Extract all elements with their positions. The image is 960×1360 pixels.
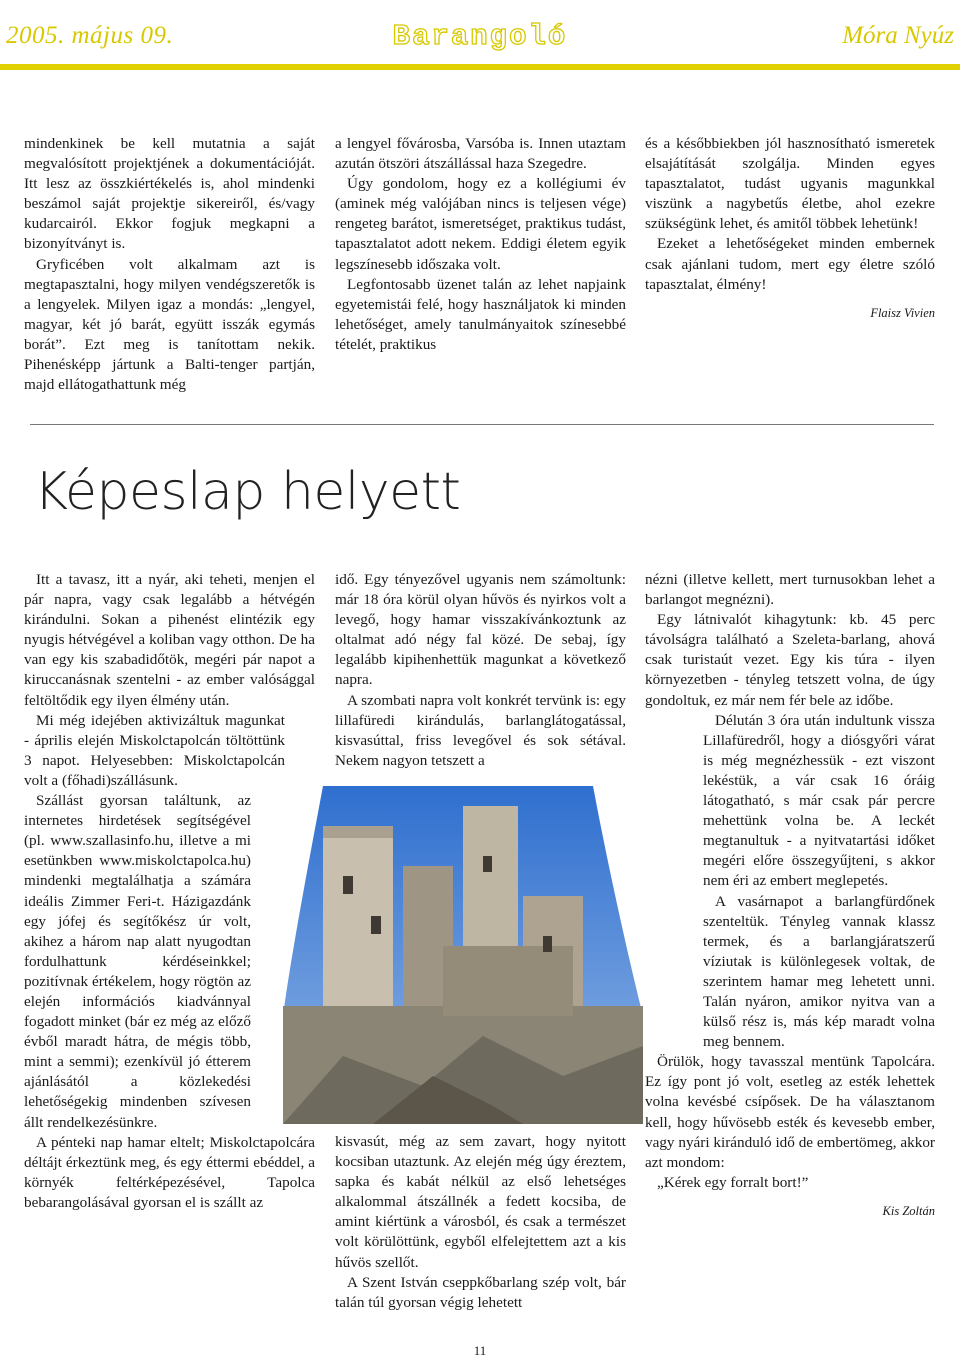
paragraph: A szombati napra volt konkrét tervünk is: egy lillafüredi kirándulás, barlanglátogatással, kisvasúttal, friss levegővel és sok sétával. Nekem nagyon tetszett a [335, 691, 626, 769]
paragraph: „Kérek egy forralt bort!” [657, 1173, 809, 1191]
paragraph: Úgy gondolom, hogy ez a kollégiumi év (aminek még valójában nincs is teljesen vége) rengeteg barátot, ismeretséget, praktikus tudást, tapasztalatot adott nekem. Eddigi életem egyik legszínesebb időszaka volt. [335, 175, 626, 273]
paragraph: kisvasút, még az sem zavart, hogy nyitott kocsiban utaztunk. Az elején még úgy éreztem, sapka és kabát nélkül az első lehetséges alkalommal átszállnék a fedett kocsiba, de amint kiértünk a városból, és csak a természet volt körülöttünk, egyből elfelejtettem azt a kis hűvös szellőt. [335, 1133, 626, 1271]
castle-photo [283, 786, 643, 1124]
paragraph: A Szent István cseppkőbarlang szép volt, bár talán túl gyorsan végig lehetett [335, 1273, 626, 1311]
author-signature: Kis Zoltán [882, 1203, 935, 1218]
article-column-2 [335, 570, 626, 771]
issue-date: 2005. május 09. [6, 22, 174, 49]
paragraph: Délután 3 óra után indultunk vissza Lillafüredről, hogy a diósgyőri várat is még megnézhessük - ezt viszont lekéstük, a vár csak 16 óráig látogatható, s már csak pár percre mehettünk volna be. A leckét megtanultuk - a nyitvatartási időket megéri előre összegyűjteni, s akkor nem éri az embert meglepetés. [703, 711, 935, 890]
top-column-1 [24, 134, 315, 395]
top-column-2 [335, 134, 626, 355]
article-column-1 [24, 570, 315, 1213]
paragraph: Legfontosabb üzenet talán az lehet napjaink egyetemistái felé, hogy használjatok ki minden lehetőséget, amely tanulmányaitok színesebbé tételét, praktikus [335, 275, 626, 353]
paragraph: a lengyel fővárosba, Varsóba is. Innen utaztam azután ötszöri átszállással haza Szegedre. [335, 135, 626, 173]
article-column-3 [645, 570, 935, 1221]
page-number: 11 [473, 1343, 487, 1358]
paragraph: mindenkinek be kell mutatnia a saját megvalósított projektjének a dokumentációját. Itt lesz az összkiértékelés is, ahol mindenki beszámol saját projektje sikereiről, és/vagy kudarcairól. Ekkor fogjuk megkapni a bizonyítványt is. [24, 135, 315, 253]
paragraph: A vasárnapot a barlangfürdőnek szenteltük. Tényleg vannak klassz termek, és a barlangjáratszerű víziutak is különlegesek voltak, de szerintem hamar meg lehetett unni. Talán nyáron, amikor nyitva van a külső rész is, más kép maradt volna meg bennem. [703, 892, 935, 1051]
paragraph: Itt a tavasz, itt a nyár, aki teheti, menjen el pár napra, vagy csak legalább a hétvégén kirándulni. Sokan a pihenést elintézik egy nyugis hétvégével a koliban vagy otthon. De ha van egy kis szabadidőtök, megéri pár napot a kiruccanásnak szentelni - az ember valósággal feltöltődik egy ilyen élmény után. [24, 571, 315, 709]
section-title: Barangoló [392, 20, 568, 53]
article-divider [30, 424, 934, 425]
page-header [0, 0, 960, 72]
article-headline: Képeslap helyett [34, 462, 461, 522]
header-rule [0, 64, 960, 70]
paragraph: Mi még idejében aktivizáltuk magunkat - április elején Miskolctapolcán töltöttünk 3 napot. Helyesebben: Miskolctapolcán volt a (főhadi)szállásunk. [24, 711, 285, 789]
paragraph: Egy látnivalót kihagytunk: kb. 45 perc távolságra található a Szeleta-barlang, ahová csak turistaút vezet. Egy kis túra - ilyen környezetben - tényleg tetszett volna, de úgy gondoltuk, ez már nem fér bele az időbe. [645, 611, 935, 709]
paragraph: nézni (illetve kellett, mert turnusokban lehet a barlangot megnézni). [645, 571, 935, 609]
publication-name: Móra Nyúz [842, 22, 954, 49]
article-column-2-bottom [335, 1132, 626, 1313]
paragraph: Szállást gyorsan találtunk, az internetes hirdetések segítségével (pl. www.szallasinfo.hu, illetve a mi esetünkben www.miskolctapolca.hu) mindenki megtalálhatja a számára ideális Zimmer Feri-t. Házigazdánk egy jófej és segítőkész úr volt, akihez a három nap alatt nyugodtan fordulhattunk kérdéseinkkel; pozitívnak értékelem, hogy rögtön az elején információs kiadvánnyal fogadott minket (bár ez még az előző évből maradt hátra, de mégis több, mint a semmi); ezenkívül jó étterem ajánlásától a közlekedési lehetőségekig mindenben szívesen állt rendelkezésünkre. [24, 792, 251, 1131]
paragraph: Gryficében volt alkalmam azt is megtapasztalni, hogy milyen vendégszeretők is a lengyelek. Milyen igaz a mondás: „lengyel, magyar, két jó barát, együtt isszák egymás borát”. Ezt meg is tanítottam nekik. Pihenésképp jártunk a Balti-tenger partján, majd ellátogathattunk még [24, 255, 315, 394]
paragraph: Ezeket a lehetőségeket minden embernek csak ajánlani tudom, mert egy életre szóló tapasztalat, élmény! [645, 235, 935, 293]
paragraph: A pénteki nap hamar eltelt; Miskolctapolcára déltájt érkeztünk meg, és egy éttermi ebéddel, a környék feltérképezésével, Tapolca bebarangolásával gyorsan el is szállt az [24, 1133, 315, 1211]
paragraph: Örülök, hogy tavasszal mentünk Tapolcára. Ez így pont jó volt, esetleg az esték lehettek volna kevésbé csípősek. De ha választanom kell, hogy hűvösebb esték és kevesebb ember, vagy nyári kiránduló idő de embertömeg, akkor azt mondom: [645, 1053, 935, 1171]
top-column-3 [645, 134, 935, 323]
paragraph: idő. Egy tényezővel ugyanis nem számoltunk: már 18 óra körül olyan hűvös és nyirkos volt a levegő, hogy hamar visszakívánkoztunk az oltalmat adó négy fal közé. De sebaj, így legalább kipihenhettük magunkat a következő napra. [335, 571, 626, 689]
author-signature: Flaisz Vivien [870, 305, 935, 320]
paragraph: és a későbbiekben jól hasznosítható ismeretek elsajátítását szolgálja. Minden egyes tapasztalatot, tudást ugyanis magunkkal viszünk a nagybetűs életbe, ahol ezekre szükségünk lehet, és amitől többek lehetünk! [645, 135, 935, 233]
